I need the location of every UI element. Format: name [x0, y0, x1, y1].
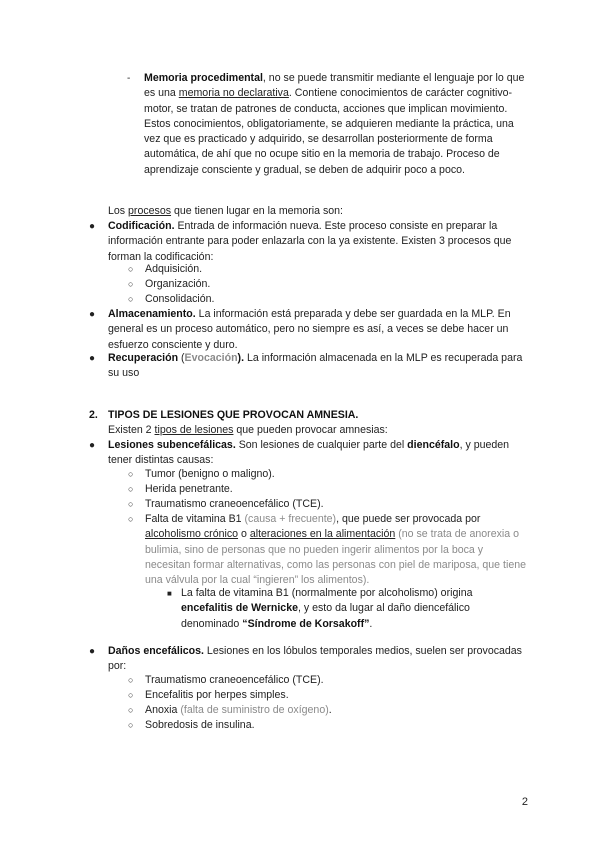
link-alteraciones-alimentacion: alteraciones en la alimentación	[249, 528, 396, 541]
text-run: La falta de vitamina B1 (normalmente por alcoholismo) origina	[181, 587, 473, 599]
term-codificacion: Codificación.	[108, 220, 175, 232]
term-almacenamiento: Almacenamiento.	[108, 308, 196, 320]
circle-bullet: ○	[128, 484, 134, 494]
dash-bullet: -	[127, 73, 131, 84]
causa-tumor: Tumor (benigno o maligno).	[145, 468, 275, 480]
section-number	[89, 408, 98, 423]
term-danos-encefalicos: Daños encefálicos.	[108, 645, 204, 657]
encefalico-anoxia	[145, 703, 332, 718]
note-anoxia: (falta de suministro de oxígeno)	[180, 704, 329, 716]
text-run: Los	[108, 205, 129, 217]
memoria-procedimental-paragraph	[144, 71, 530, 178]
causa-vitamina-b1	[145, 512, 528, 588]
circle-bullet: ○	[128, 675, 134, 685]
term-recuperacion: Recuperación	[108, 352, 179, 364]
encefalico-herpes: Encefalitis por herpes simples.	[145, 689, 289, 701]
circle-bullet: ○	[128, 705, 134, 715]
circle-bullet: ○	[128, 279, 134, 289]
bullet: ●	[89, 646, 96, 657]
subencefalicas-paragraph	[108, 438, 528, 469]
link-tipos-de-lesiones: tipos de lesiones	[154, 424, 234, 436]
text-run: que pueden provocar amnesias:	[233, 424, 388, 436]
recuperacion-paragraph	[108, 351, 528, 382]
text-run: Existen 2	[108, 424, 155, 436]
circle-bullet: ○	[128, 469, 134, 479]
codificacion-paragraph	[108, 219, 528, 265]
term-sindrome-korsakoff: “Síndrome de Korsakoff”	[242, 617, 370, 630]
almacenamiento-paragraph	[108, 307, 528, 353]
codificacion-item-consolidacion: Consolidación.	[145, 293, 215, 305]
causa-tce: Traumatismo craneoencefálico (TCE).	[145, 498, 324, 510]
text-run: .	[328, 704, 332, 716]
bullet: ●	[89, 221, 96, 232]
text-run: que tienen lugar en la memoria son:	[171, 205, 343, 217]
causa-herida: Herida penetrante.	[145, 483, 233, 495]
text-run: , que puede ser provocada por	[336, 513, 481, 525]
text-run: Anoxia	[145, 704, 181, 716]
text-run: o	[238, 528, 250, 541]
text-run: (	[178, 352, 185, 364]
encefalicos-paragraph	[108, 644, 528, 675]
circle-bullet: ○	[128, 690, 134, 700]
codificacion-item-adquisicion: Adquisición.	[145, 263, 203, 275]
wernicke-paragraph	[181, 586, 506, 632]
text-run: .	[369, 617, 373, 630]
term-lesiones-subencefalicas: Lesiones subencefálicas.	[108, 439, 236, 451]
bullet: ●	[89, 440, 96, 451]
bullet: ●	[89, 309, 96, 320]
text-run: Entrada de información nueva. Este proceso consiste en preparar la información entrante para poder enlazarla con la ya existente. Existen 3 procesos que forman la codificación:	[108, 220, 512, 263]
link-memoria-no-declarativa: memoria no declarativa	[178, 87, 289, 100]
text-run: . Contiene conocimientos de carácter cognitivo-motor, se tratan de patrones de conducta, acciones que implican movimiento. Estos conocimientos, obligatoriamente, se adquieren mediante la práctica, una vez que es practicado y adquirido, se desarrollan posteriormente de forma automática, de ahí que no ocupe sitio en la memoria de trabajo. Proceso de aprendizaje consciente y gradual, se deben de adquirir poco a poco.	[144, 87, 514, 176]
term-evocacion: Evocación	[184, 352, 238, 364]
text-run: , y esto da lugar al daño diencefálico denominado	[181, 602, 470, 630]
term-diencefalo: diencéfalo	[407, 439, 460, 451]
circle-bullet: ○	[128, 264, 134, 274]
encefalico-tce: Traumatismo craneoencefálico (TCE).	[145, 674, 324, 686]
encefalico-insulina: Sobredosis de insulina.	[145, 719, 255, 731]
text-run: Falta de vitamina B1	[145, 513, 245, 525]
text-run: Son lesiones de cualquier parte del	[235, 439, 408, 451]
text-run: , no se puede transmitir mediante el lenguaje por lo que es una	[144, 72, 525, 100]
page-number: 2	[521, 796, 528, 808]
section-2-intro	[108, 423, 528, 438]
circle-bullet: ○	[128, 514, 134, 524]
section-2-number: 2.	[89, 409, 98, 421]
text-run: Lesiones en los lóbulos temporales medios, suelen ser provocadas por:	[108, 645, 522, 673]
note-causa-frecuente: (causa + frecuente)	[244, 513, 337, 525]
circle-bullet: ○	[128, 294, 134, 304]
bullet: ●	[89, 353, 96, 364]
link-procesos: procesos	[128, 205, 172, 217]
square-bullet: ■	[167, 589, 172, 598]
procesos-intro	[108, 204, 528, 219]
section-title	[108, 408, 358, 423]
term-encefalitis-wernicke: encefalitis de Wernicke	[181, 602, 298, 615]
link-alcoholismo-cronico: alcoholismo crónico	[145, 528, 239, 541]
circle-bullet: ○	[128, 720, 134, 730]
note-alimentacion: (no se trata de anorexia o bulimia, sino de personas que no pueden ingerir alimentos por la boca y necesitan formar alternativas, como las personas con piel de mariposa, que tiene una válvula por la cual “ingieren” los alimentos).	[145, 528, 526, 587]
text-run: La información almacenada en la MLP es recuperada para su uso	[108, 352, 523, 380]
text-run: ).	[237, 352, 245, 364]
codificacion-item-organizacion: Organización.	[145, 278, 211, 290]
term-memoria-procedimental: Memoria procedimental	[144, 72, 263, 84]
text-run: , y pueden tener distintas causas:	[108, 439, 510, 467]
section-2-title: TIPOS DE LESIONES QUE PROVOCAN AMNESIA.	[108, 409, 359, 421]
text-run: La información está preparada y debe ser guardada en la MLP. En general es un proceso automático, pero no siempre es así, a veces se debe hacer un esfuerzo consciente y duro.	[108, 308, 511, 351]
circle-bullet: ○	[128, 499, 134, 509]
